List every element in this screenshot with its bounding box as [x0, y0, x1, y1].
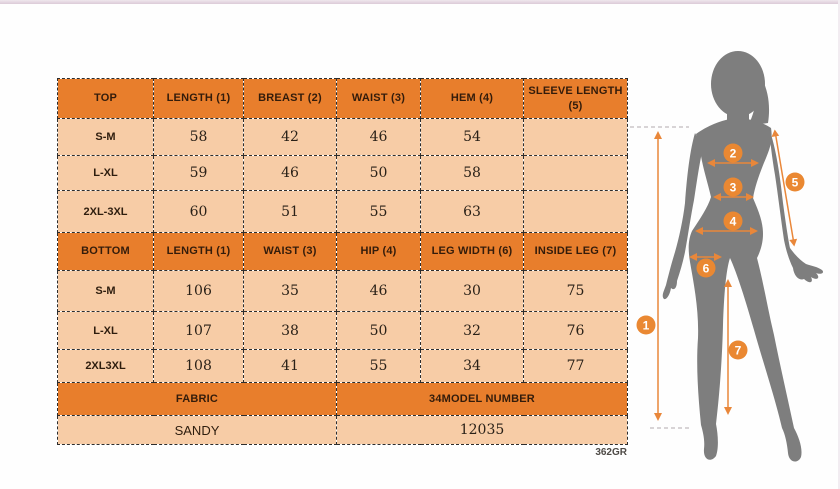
woman-silhouette [663, 51, 823, 462]
table-cell: 55 [337, 350, 421, 383]
col-header-bottom: BOTTOM [58, 233, 154, 271]
size-label: S-M [58, 271, 154, 312]
measurement-marker-3 [724, 178, 743, 197]
table-cell: 46 [337, 271, 421, 312]
measurement-marker-6 [697, 259, 716, 278]
size-label: L-XL [58, 312, 154, 350]
measurement-marker-4 [724, 212, 743, 231]
svg-text:3: 3 [729, 180, 737, 195]
table-cell: 38 [244, 312, 337, 350]
measurement-marker-1 [637, 316, 656, 335]
measurement-marker-2 [724, 144, 743, 163]
model-number-header: 34MODEL NUMBER [337, 383, 628, 416]
table-cell: 54 [421, 119, 524, 156]
col-header-leg-width: LEG WIDTH (6) [421, 233, 524, 271]
size-label: S-M [58, 119, 154, 156]
figure-right-arm [769, 128, 823, 282]
table-cell: 46 [337, 119, 421, 156]
model-number-value: 12035 [337, 416, 628, 445]
table-row [58, 119, 628, 156]
figure-body [689, 118, 802, 462]
table-cell: 60 [154, 191, 244, 233]
table-cell: 35 [244, 271, 337, 312]
table-cell: 50 [337, 156, 421, 191]
svg-text:7: 7 [734, 343, 742, 358]
table-row-info-header [58, 383, 628, 416]
col-header-top: TOP [58, 79, 154, 119]
table-cell: 55 [337, 191, 421, 233]
table-cell: 30 [421, 271, 524, 312]
table-row-bottom-header [58, 233, 628, 271]
table-cell: 58 [154, 119, 244, 156]
col-header-inside-leg: INSIDE LEG (7) [524, 233, 628, 271]
col-header-waist: WAIST (3) [337, 79, 421, 119]
table-cell: 41 [244, 350, 337, 383]
table-cell: 106 [154, 271, 244, 312]
col-header-length: LENGTH (1) [154, 233, 244, 271]
col-header-hem: HEM (4) [421, 79, 524, 119]
svg-text:5: 5 [791, 175, 799, 190]
table-cell: 75 [524, 271, 628, 312]
measurement-marker-7 [729, 341, 748, 360]
table-row-top-header [58, 79, 628, 119]
table-cell: 107 [154, 312, 244, 350]
table-row [58, 271, 628, 312]
col-header-breast: BREAST (2) [244, 79, 337, 119]
table-cell: 108 [154, 350, 244, 383]
col-header-length: LENGTH (1) [154, 79, 244, 119]
table-cell: 34 [421, 350, 524, 383]
svg-text:6: 6 [702, 261, 710, 276]
size-label: 2XL3XL [58, 350, 154, 383]
fabric-value: SANDY [58, 416, 337, 445]
table-row [58, 312, 628, 350]
svg-text:4: 4 [729, 214, 737, 229]
table-cell: 63 [421, 191, 524, 233]
table-row [58, 156, 628, 191]
table-cell: 76 [524, 312, 628, 350]
col-header-waist: WAIST (3) [244, 233, 337, 271]
col-header-hip: HIP (4) [337, 233, 421, 271]
svg-text:1: 1 [642, 318, 650, 333]
table-cell: 46 [244, 156, 337, 191]
top-border-strip [0, 0, 840, 4]
svg-text:2: 2 [729, 146, 737, 161]
table-cell: 58 [421, 156, 524, 191]
size-label: 2XL-3XL [58, 191, 154, 233]
fabric-header: FABRIC [58, 383, 337, 416]
table-cell: 77 [524, 350, 628, 383]
table-row [58, 350, 628, 383]
table-row [58, 191, 628, 233]
table-cell: 42 [244, 119, 337, 156]
table-row-info-values [58, 416, 628, 445]
col-header-sleeve-length: SLEEVE LENGTH (5) [524, 79, 628, 119]
size-chart-table [57, 78, 628, 445]
table-cell: 50 [337, 312, 421, 350]
measurement-arrow-1 [654, 131, 662, 421]
weight-code: 362GR [595, 447, 627, 458]
table-cell: 32 [421, 312, 524, 350]
measurement-marker-5 [786, 173, 805, 192]
table-cell: 51 [244, 191, 337, 233]
size-label: L-XL [58, 156, 154, 191]
table-cell: 59 [154, 156, 244, 191]
measurement-figure [610, 20, 840, 480]
